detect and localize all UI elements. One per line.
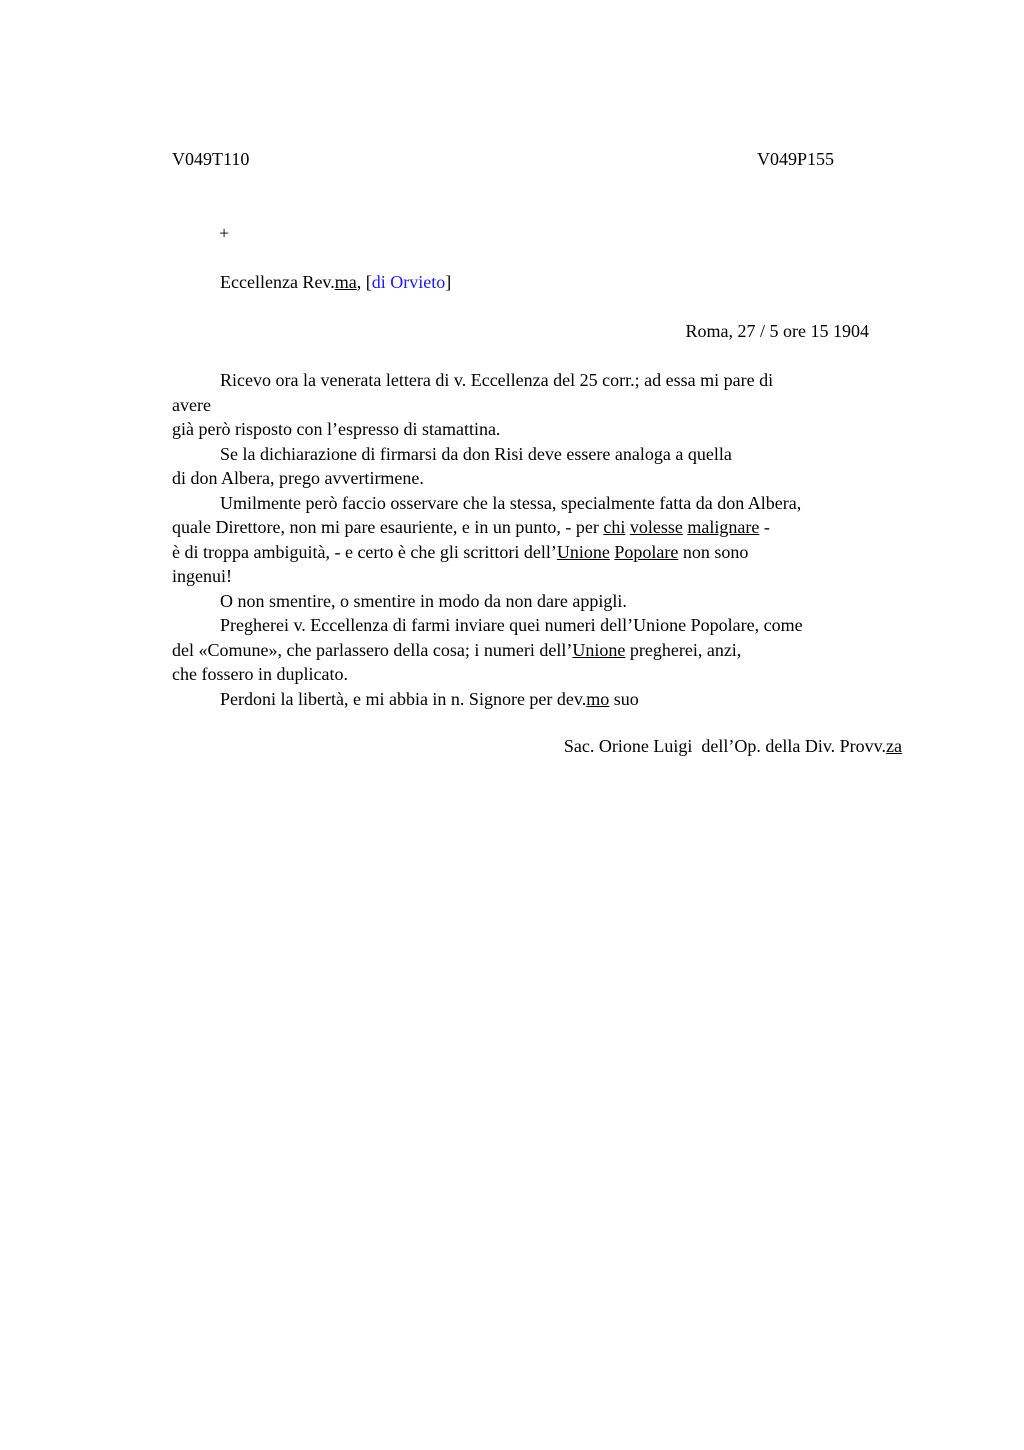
underlined-word: mo [586, 688, 610, 709]
body-line: già però risposto con l’espresso di stamattina. [172, 419, 501, 439]
signature-abbrev: za [886, 736, 902, 756]
salutation-abbrev: ma [334, 272, 357, 292]
underlined-word: volesse [629, 517, 683, 537]
salutation [220, 273, 451, 291]
underlined-word: chi [603, 517, 626, 537]
body-line: ingenui! [172, 566, 232, 586]
body-text: Perdoni la libertà, e mi abbia in n. Signore per dev. [220, 688, 587, 709]
body-text: pregherei, anzi, [625, 639, 742, 660]
body-line: O non smentire, o smentire in modo da non dare appigli. [220, 590, 627, 611]
body-line: Pregherei v. Eccellenza di farmi inviare quei numeri dell’Unione Popolare, come [220, 615, 803, 635]
body-text: - [759, 517, 770, 537]
body-line [172, 540, 912, 565]
document-code-right: V049P155 [757, 149, 835, 169]
body-text: è di troppa ambiguità, - e certo è che gli scrittori dell’ [172, 541, 557, 562]
body-line: Umilmente però faccio osservare che la stessa, specialmente fatta da don Albera, [220, 492, 802, 513]
salutation-close: ] [445, 272, 452, 292]
dateline: Roma, 27 / 5 ore 15 1904 [685, 321, 869, 341]
cross-mark: + [219, 223, 230, 243]
signature [564, 737, 902, 755]
body-line [172, 687, 912, 712]
signature-text: Sac. Orione Luigi dell’Op. della Div. Provv. [563, 736, 887, 756]
underlined-word: malignare [687, 517, 760, 537]
underlined-word: Popolare [614, 541, 679, 562]
letter-body [172, 368, 912, 711]
salutation-place: di Orvieto [371, 272, 446, 292]
salutation-comma: , [ [356, 272, 372, 292]
body-text: non sono [678, 541, 749, 562]
body-text: del «Comune», che parlassero della cosa; i numeri dell’ [172, 639, 573, 660]
underlined-word: Unione [572, 639, 626, 660]
body-line [172, 515, 912, 540]
body-text: suo [609, 688, 639, 709]
body-line: Se la dichiarazione di firmarsi da don Risi deve essere analoga a quella [220, 443, 732, 464]
body-text: quale Direttore, non mi pare esauriente, e in un punto, - per [172, 517, 604, 537]
body-line: avere [172, 394, 211, 415]
body-line [172, 638, 912, 663]
salutation-prefix: Eccellenza Rev. [220, 272, 335, 292]
body-line: che fossero in duplicato. [172, 664, 348, 684]
body-line: di don Albera, prego avvertirmene. [172, 468, 424, 488]
underlined-word: Unione [556, 541, 610, 562]
document-code-left: V049T110 [172, 149, 250, 169]
body-line: Ricevo ora la venerata lettera di v. Eccellenza del 25 corr.; ad essa mi pare di [220, 370, 774, 390]
